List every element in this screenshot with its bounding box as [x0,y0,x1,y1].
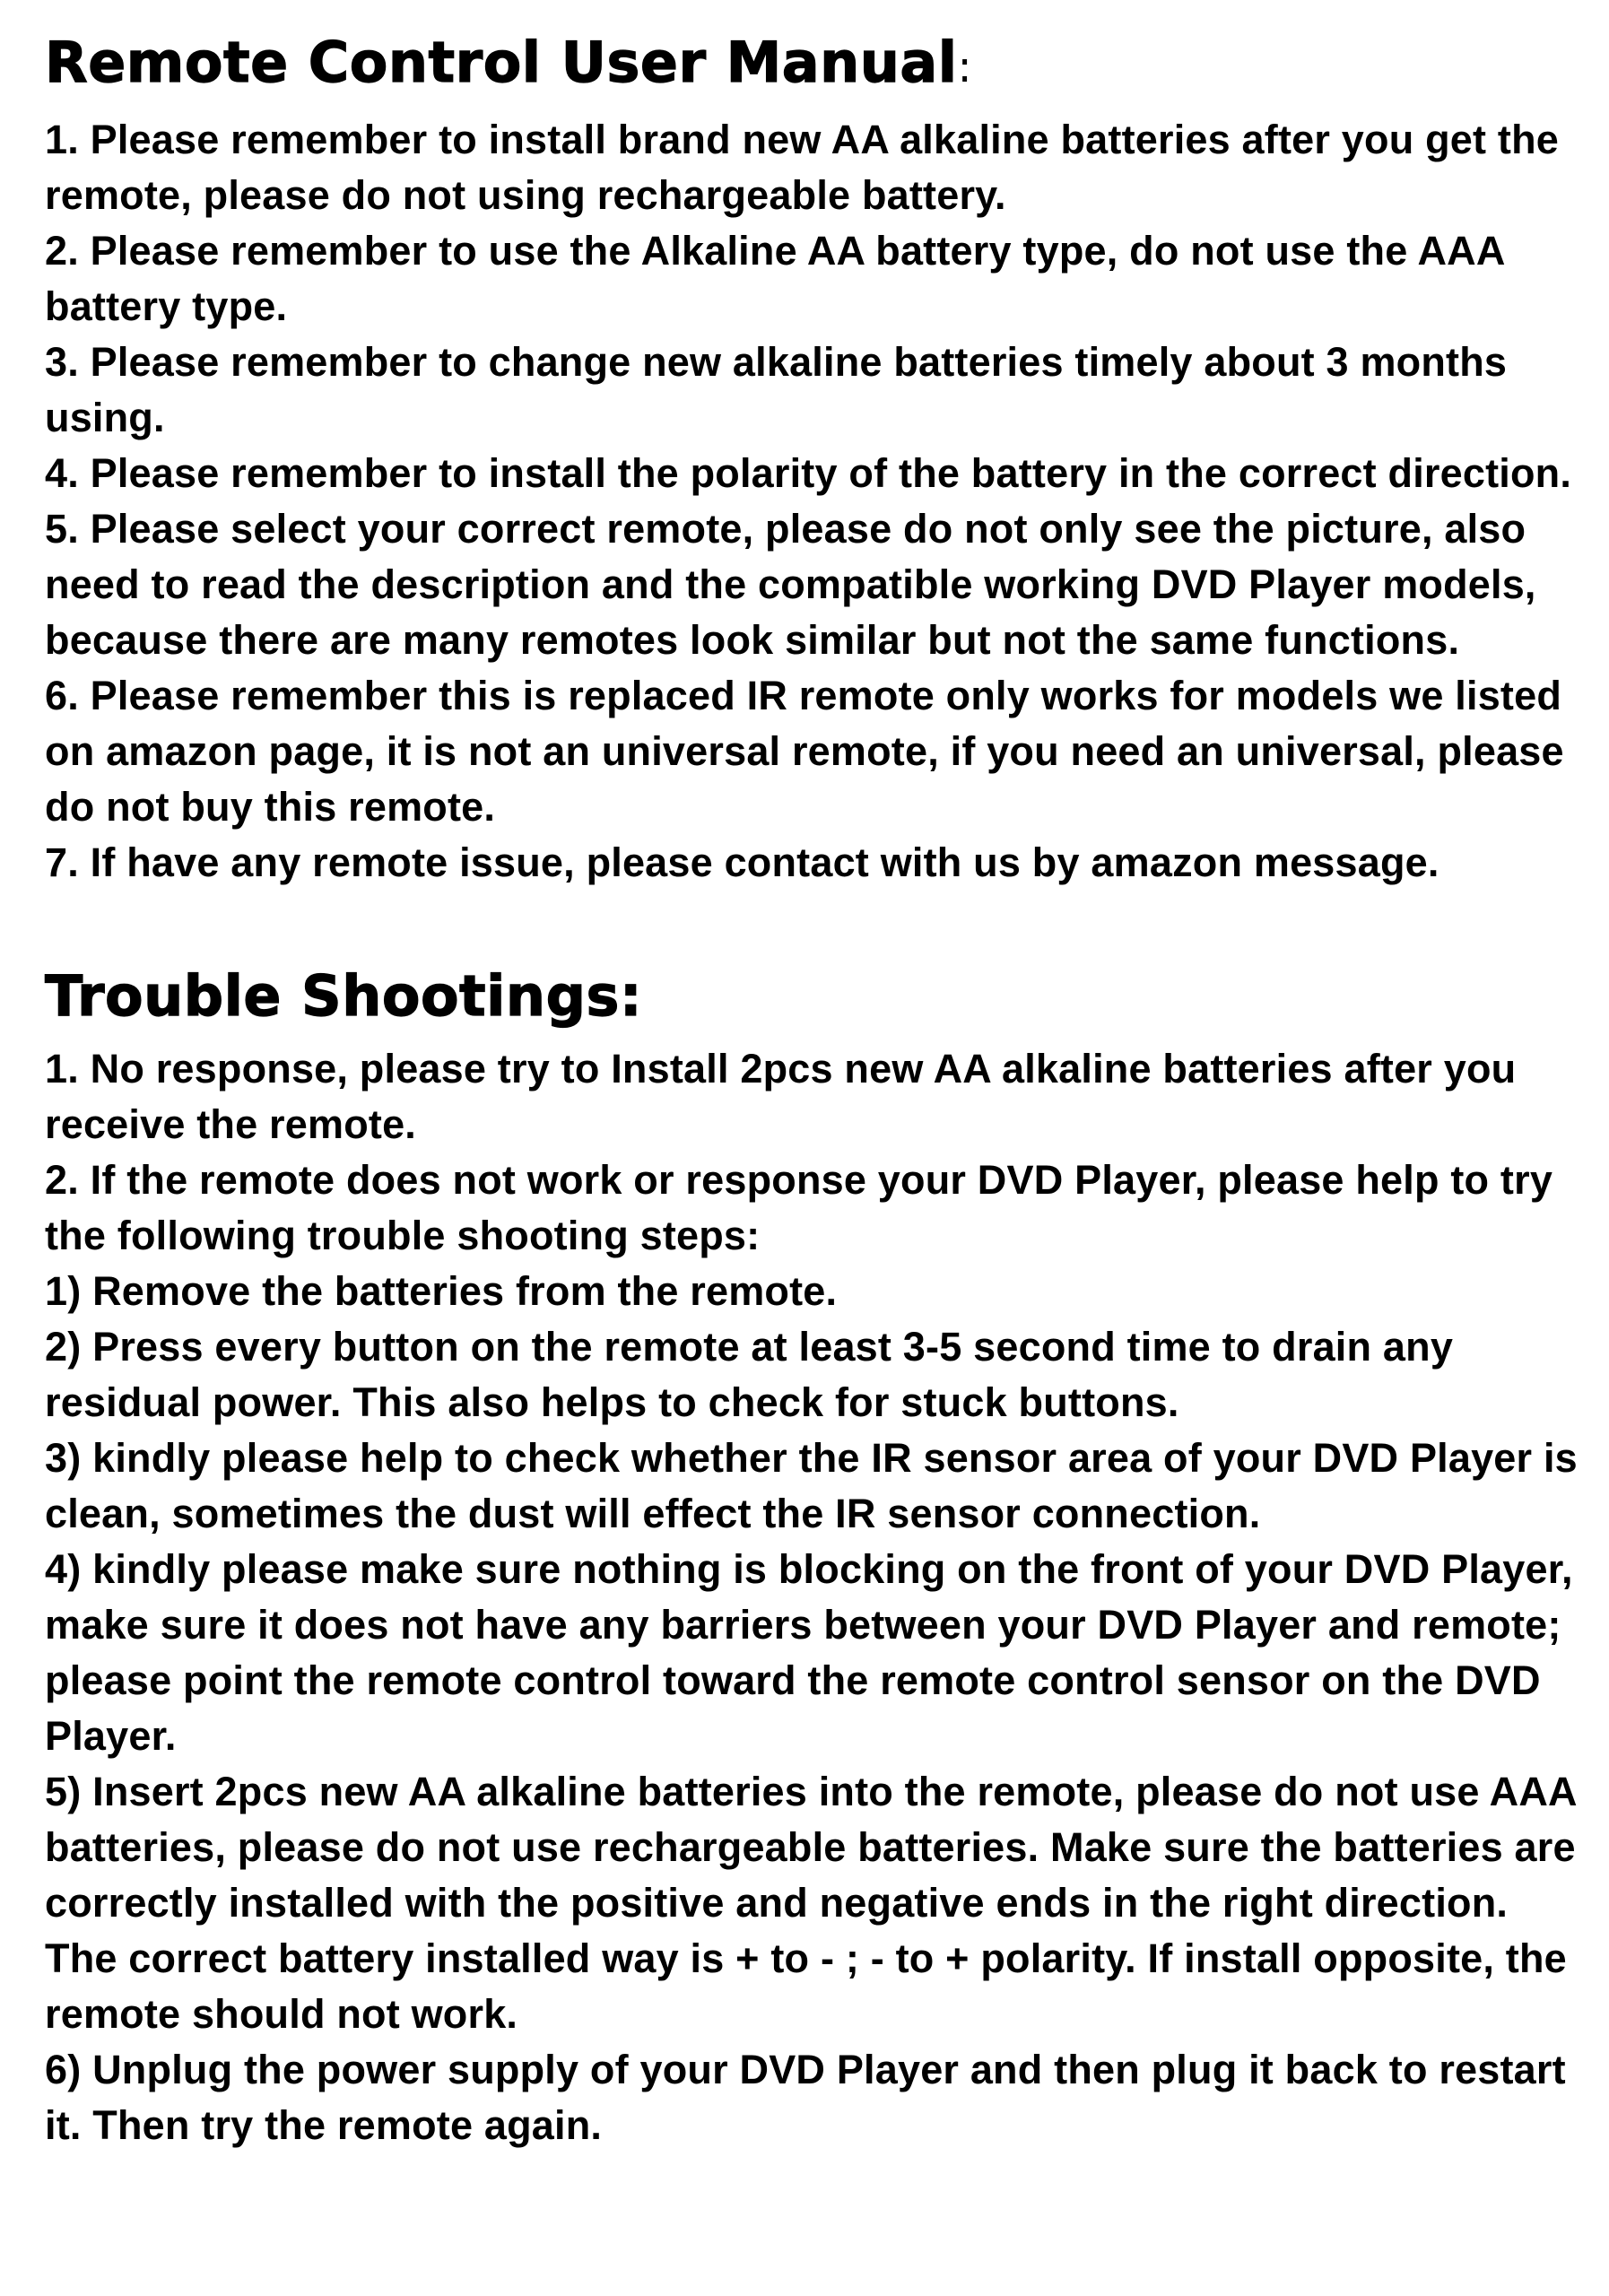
trouble-shooting-section [45,961,1579,2153]
manual-page [45,27,1579,2153]
user-manual-heading-text: Remote Control User Manual [45,30,958,95]
user-manual-list [45,112,1579,891]
user-manual-section [45,27,1579,891]
trouble-step-6: 6) Unplug the power supply of your DVD Player and then plug it back to restart it. Then try the remote again. [45,2047,1566,2148]
manual-item-3: 3. Please remember to change new alkaline batteries timely about 3 months using. [45,339,1508,440]
trouble-step-2: 2) Press every button on the remote at least 3-5 second time to drain any residual power. This also helps to check for stuck buttons. [45,1324,1454,1425]
trouble-step-1: 1) Remove the batteries from the remote. [45,1268,838,1314]
trouble-shooting-heading: Trouble Shootings: [45,963,643,1029]
trouble-step-4: 4) kindly please make sure nothing is blocking on the front of your DVD Player, make sure it does not have any barriers between your DVD Player and remote; please point the remote control toward the remote control sensor on the DVD Player. [45,1546,1573,1759]
manual-item-2: 2. Please remember to use the Alkaline AA battery type, do not use the AAA battery type. [45,228,1504,329]
manual-item-1: 1. Please remember to install brand new AA alkaline batteries after you get the remote, please do not using rechargeable battery. [45,117,1560,218]
trouble-item-2: 2. If the remote does not work or response your DVD Player, please help to try the following trouble shooting steps: [45,1157,1553,1258]
trouble-step-5: 5) Insert 2pcs new AA alkaline batteries into the remote, please do not use AAA batteries, please do not use rechargeable batteries. Make sure the batteries are correctly installed with the positive and negative ends in the right direction. The correct battery installed way is + to - ; - to + polarity. If install opposite, the remote should not work. [45,1769,1577,2037]
manual-item-5: 5. Please select your correct remote, please do not only see the picture, also need to read the description and the compatible working DVD Player models, because there are many remotes look similar but not the same functions. [45,506,1536,663]
manual-item-4: 4. Please remember to install the polarity of the battery in the correct direction. [45,450,1572,496]
trouble-shooting-list [45,1041,1579,2153]
trouble-step-3: 3) kindly please help to check whether the IR sensor area of your DVD Player is clean, sometimes the dust will effect the IR sensor connection. [45,1435,1578,1536]
user-manual-heading [45,27,1579,103]
manual-item-7: 7. If have any remote issue, please contact with us by amazon message. [45,839,1439,885]
user-manual-heading-colon: : [957,42,973,92]
trouble-item-1: 1. No response, please try to Install 2pcs new AA alkaline batteries after you receive the remote. [45,1046,1517,1147]
manual-item-6: 6. Please remember this is replaced IR remote only works for models we listed on amazon page, it is not an universal remote, if you need an universal, please do not buy this remote. [45,673,1564,830]
